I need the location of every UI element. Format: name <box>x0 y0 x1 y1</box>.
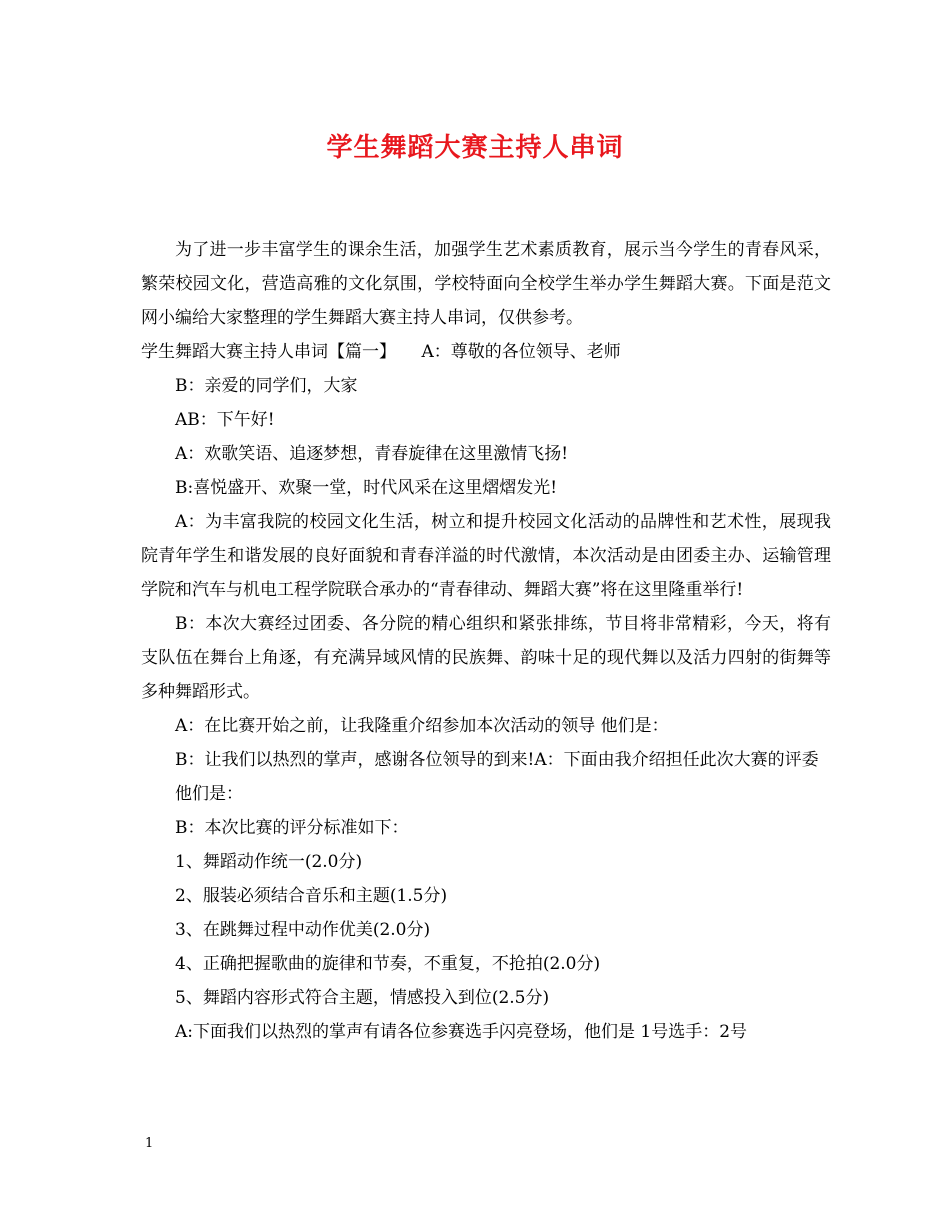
paragraph-line: A：为丰富我院的校园文化生活，树立和提升校园文化活动的品牌性和艺术性，展现我院青年学生和谐发展的良好面貌和青春洋溢的时代激情，本次活动是由团委主办、运输管理学院和汽车与机电工程学院联合承办的“青春律动、舞蹈大赛”将在这里隆重举行! <box>141 512 831 600</box>
scoring-item: 5、舞蹈内容形式符合主题，情感投入到位(2.5分) <box>175 988 550 1008</box>
paragraph-line: 他们是： <box>175 784 243 804</box>
scoring-item: 4、正确把握歌曲的旋律和节奏，不重复，不抢拍(2.0分) <box>175 954 601 974</box>
paragraph-line: AB：下午好! <box>175 410 275 430</box>
paragraph-intro: 为了进一步丰富学生的课余生活，加强学生艺术素质教育，展示当今学生的青春风采，繁荣校园文化，营造高雅的文化氛围，学校特面向全校学生举办学生舞蹈大赛。下面是范文网小编给大家整理的学生舞蹈大赛主持人串词，仅供参考。 <box>141 240 831 328</box>
scoring-item: 1、舞蹈动作统一(2.0分) <box>175 852 363 872</box>
document-title: 学生舞蹈大赛主持人串词 <box>326 133 624 163</box>
page-number: 1 <box>145 1136 154 1151</box>
paragraph-line: B：让我们以热烈的掌声，感谢各位领导的到来!A：下面由我介绍担任此次大赛的评委 <box>175 750 819 770</box>
scoring-item: 3、在跳舞过程中动作优美(2.0分) <box>175 920 431 940</box>
paragraph-line: B：本次比赛的评分标准如下： <box>175 818 409 838</box>
paragraph-line: B：本次大赛经过团委、各分院的精心组织和紧张排练，节目将非常精彩，今天，将有支队伍在舞台上角逐，有充满异域风情的民族舞、韵味十足的现代舞以及活力四射的街舞等多种舞蹈形式。 <box>141 614 831 702</box>
scoring-item: 2、服装必须结合音乐和主题(1.5分) <box>175 886 448 906</box>
paragraph-line: A:下面我们以热烈的掌声有请各位参赛选手闪亮登场，他们是 1号选手：2号 <box>175 1022 748 1042</box>
paragraph-line: B:喜悦盛开、欢聚一堂，时代风采在这里熠熠发光! <box>175 478 558 498</box>
paragraph-line: A：在比赛开始之前，让我隆重介绍参加本次活动的领导 他们是： <box>175 716 669 736</box>
paragraph-section-heading: 学生舞蹈大赛主持人串词【篇一】 A：尊敬的各位领导、老师 <box>141 342 621 362</box>
document-body <box>141 233 831 1049</box>
paragraph-line: A：欢歌笑语、追逐梦想，青春旋律在这里激情飞扬! <box>175 444 569 464</box>
paragraph-line: B：亲爱的同学们，大家 <box>175 376 358 396</box>
